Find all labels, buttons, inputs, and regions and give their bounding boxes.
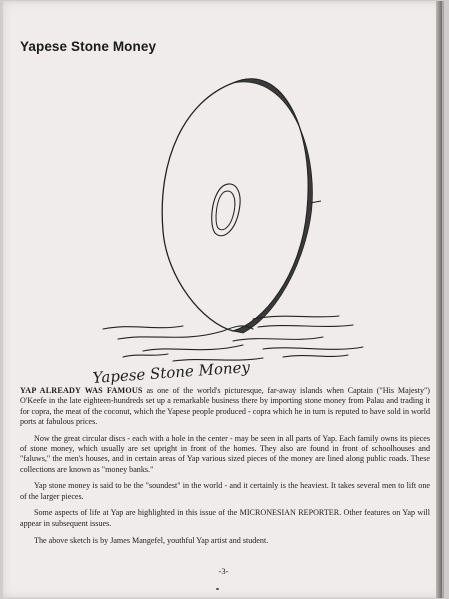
paragraph-3: Yap stone money is said to be the "soundest" in the world - and it certainly is the heaviest. It takes several men to lift one of the larger pieces.	[20, 481, 430, 501]
page-title: Yapese Stone Money	[20, 39, 157, 54]
stone-money-sketch	[83, 61, 383, 391]
binding-edge	[436, 1, 442, 598]
stone-disc-edge	[233, 79, 312, 333]
page-mark	[216, 588, 219, 590]
ground-strokes	[103, 316, 363, 361]
paragraph-5: The above sketch is by James Mangefel, youthful Yap artist and student.	[34, 535, 269, 545]
paragraph-text: as one of the world's picturesque, far-away islands when Captain ("His Majesty") O'Keefe in the late eighteen-hundreds set up a remarkable business there by importing stone money from Palau and trading it for copra, the meat of the coconut, which the Yapese people produced - copra which he in turn is reputed to have sold in world ports at fabulous prices.	[20, 386, 430, 426]
artist-signature: Yapese Stone Money	[92, 358, 251, 387]
paragraph-2: Now the great circular discs - each with a hole in the center - may be seen in all parts of Yap. Each family owns its pieces of stone money, which usually are set upright in front of the homes. They also are found in front of schoolhouses and "faluws," the men's houses, and in certain areas of Yap various sized pieces of the money are lined along public roads. These collections are known as "money banks."	[20, 433, 430, 474]
paragraph-lead: YAP ALREADY WAS FAMOUS	[20, 386, 143, 395]
page-number: -3-	[218, 566, 229, 576]
page	[3, 1, 444, 598]
paragraph-4: Some aspects of life at Yap are highlighted in this issue of the MICRONESIAN REPORTER. Other features on Yap will appear in subsequent issues.	[20, 508, 430, 528]
paragraph-1	[20, 386, 430, 427]
article-body	[20, 386, 430, 552]
stone-disc-hole-inner	[216, 191, 235, 230]
